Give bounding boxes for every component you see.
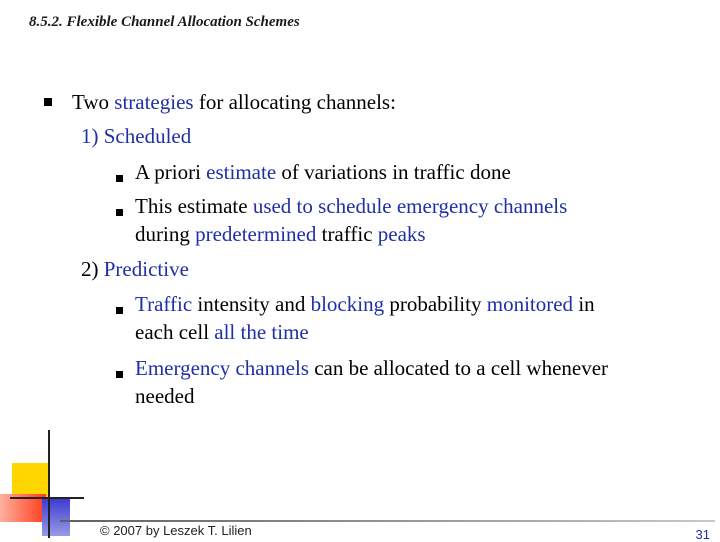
l7-segment-2: blocking — [310, 292, 385, 316]
l2-segment-1: Scheduled — [103, 124, 192, 148]
l1-segment-1: strategies — [114, 90, 194, 114]
l5-segment-1: predetermined — [195, 222, 317, 246]
bullet-1 — [44, 98, 52, 106]
decor-blue-block — [42, 498, 70, 536]
line-7 — [135, 292, 595, 316]
line-9 — [135, 356, 608, 380]
line-10 — [135, 384, 194, 408]
l5-segment-0: during — [135, 222, 196, 246]
l3-segment-2: of variations in traffic done — [276, 160, 511, 184]
page-number: 31 — [695, 527, 710, 542]
l9-segment-1: can be allocated to a cell whenever — [308, 356, 609, 380]
l6-segment-0: 2) — [81, 257, 104, 281]
l7-segment-4: monitored — [486, 292, 574, 316]
l6-segment-1: Predictive — [103, 257, 189, 281]
line-5 — [135, 222, 426, 246]
bullet-4 — [116, 307, 123, 314]
l10-segment-0: needed — [135, 384, 195, 408]
l2-segment-0: 1) — [81, 124, 104, 148]
l7-segment-5: in — [573, 292, 595, 316]
l4-segment-1: used to schedule emergency channels — [252, 194, 568, 218]
line-4 — [135, 194, 567, 218]
l9-segment-0: Emergency channels — [135, 356, 309, 380]
decor-vertical-line — [48, 430, 50, 538]
l5-segment-2: traffic — [316, 222, 378, 246]
l1-segment-0: Two — [72, 90, 115, 114]
l3-segment-0: A priori — [135, 160, 207, 184]
l7-segment-0: Traffic — [135, 292, 193, 316]
line-1 — [72, 90, 396, 114]
line-2 — [81, 124, 191, 148]
line-6 — [81, 257, 189, 281]
line-8 — [135, 320, 309, 344]
line-3 — [135, 160, 511, 184]
l7-segment-3: probability — [384, 292, 487, 316]
bullet-3 — [116, 209, 123, 216]
l7-segment-1: intensity and — [192, 292, 311, 316]
l5-segment-3: peaks — [377, 222, 426, 246]
decor-horizontal-line — [10, 497, 84, 499]
bullet-2 — [116, 175, 123, 182]
footer-copyright: © 2007 by Leszek T. Lilien — [100, 523, 252, 538]
l1-segment-2: for allocating channels: — [193, 90, 396, 114]
l8-segment-0: each cell — [135, 320, 215, 344]
bullet-5 — [116, 371, 123, 378]
l3-segment-1: estimate — [206, 160, 277, 184]
l4-segment-0: This estimate — [135, 194, 253, 218]
l8-segment-1: all the time — [214, 320, 309, 344]
slide-title: 8.5.2. Flexible Channel Allocation Schemes — [29, 14, 300, 30]
footer-divider — [60, 520, 715, 522]
decor-yellow-block — [12, 463, 50, 497]
